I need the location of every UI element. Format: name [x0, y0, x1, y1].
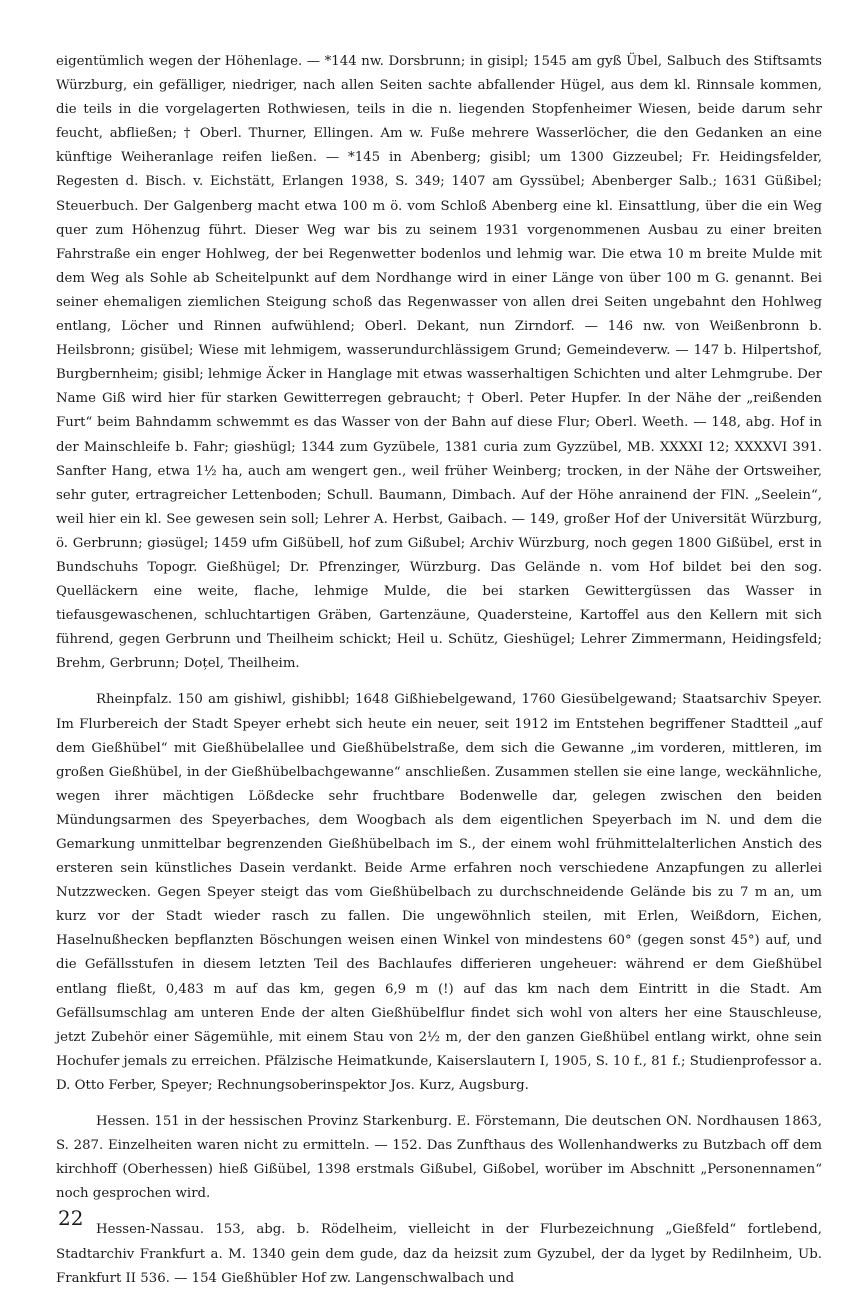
paragraph-hessen-nassau: Hessen-Nassau. 153, abg. b. Rödelheim, vielleicht in der Flurbezeichnung „Gießfeld“ fortlebend, Stadtarchiv Frankfurt a. M. 1340 gein dem gude, daz da heizsit zum Gyzubel, der da lyget by Redilnheim, Ub. Frankfurt II 536. — 154 Gießhübler Hof zw. Langenschwalbach und: [56, 1222, 822, 1286]
page-number: 22: [58, 1206, 84, 1230]
paragraph-rheinpfalz: Rheinpfalz. 150 am gi̇shiwl, gi̇shibbl; 1648 Gißhiebelgewand, 1760 Giesübelgewand; Staatsarchiv Speyer. Im Flurbereich der Stadt Speyer erhebt sich heute ein neuer, seit 1912 im Entstehen begriffener Stadtteil „auf dem Gießhübel“ mit Gießhübelallee und Gießhübelstraße, dem sich die Gewanne „im vorderen, mittleren, im großen Gießhübel, in der Gießhübelbachgewanne“ anschließen. Zusammen stellen sie eine lange, weckähnliche, wegen ihrer mächtigen Lößdecke sehr fruchtbare Bodenwelle dar, gelegen zwischen den beiden Mündungsarmen des Speyerbaches, dem Woogbach als dem eigentlichen Speyerbach im N. und dem die Gemarkung unmittelbar begrenzenden Gießhübelbach im S., der einem wohl frühmittelalterlichen Anstich des ersteren sein künstliches Dasein verdankt. Beide Arme erfahren noch verschiedene Anzapfungen zu allerlei Nutzzwecken. Gegen Speyer steigt das vom Gießhübelbach zu durchschneidende Gelände bis zu 7 m an, um kurz vor der Stadt wieder rasch zu fallen. Die ungewöhnlich steilen, mit Erlen, Weißdorn, Eichen, Haselnußhecken bepflanzten Böschungen weisen einen Winkel von mindestens 60° (gegen sonst 45°) auf, und die Gefällsstufen in diesem letzten Teil des Bachlaufes differieren ungeheuer: während er dem Gießhübel entlang fließt, 0,483 m auf das km, gegen 6,9 m (!) auf das km nach dem Eintritt in die Stadt. Am Gefällsumschlag am unteren Ende der alten Gießhübelflur findet sich wohl von alters her eine Stauschleuse, jetzt Zubehör einer Sägemühle, mit einem Stau von 2½ m, der den ganzen Gießhübel entlang wirkt, ohne sein Hochufer jemals zu erreichen. Pfälzische Heimatkunde, Kaiserslautern I, 1905, S. 10 f., 81 f.; Studienprofessor a. D. Otto Ferber, Speyer; Rechnungsoberinspektor Jos. Kurz, Augsburg.: [56, 692, 822, 1093]
paragraph-bavaria-continued: eigentümlich wegen der Höhenlage. — *144 nw. Dorsbrunn; in gi̇sipl; 1545 am gyß Übel, Salbuch des Stiftsamts Würzburg, ein gefälliger, niedriger, nach allen Seiten sachte abfallender Hügel, aus dem kl. Rinnsale kommen, die teils in die vorgelagerten Rothwiesen, teils in die n. liegenden Stopfenheimer Wiesen, beide darum sehr feucht, abfließen; † Oberl. Thurner, Ellingen. Am w. Fuße mehrere Wasserlöcher, die den Gedanken an eine künftige Weiheranlage reifen ließen. — *145 in Abenberg; gi̇sibl; um 1300 Gizzeubel; Fr. Heidingsfelder, Regesten d. Bisch. v. Eichstätt, Erlangen 1938, S. 349; 1407 am Gyssübel; Abenberger Salb.; 1631 Güßibel; Steuerbuch. Der Galgenberg macht etwa 100 m ö. vom Schloß Abenberg eine kl. Einsattlung, über die ein Weg quer zum Höhenzug führt. Dieser Weg war bis zu seinem 1931 vorgenommenen Ausbau zu einer breiten Fahrstraße ein enger Hohlweg, der bei Regenwetter bodenlos und lehmig war. Die etwa 10 m breite Mulde mit dem Weg als Sohle ab Scheitelpunkt auf dem Nordhange wird in einer Länge von über 100 m G. genannt. Bei seiner ehemaligen ziemlichen Steigung schoß das Regenwasser von allen drei Seiten ungebahnt den Hohlweg entlang, Löcher und Rinnen aufwühlend; Oberl. Dekant, nun Zirndorf. — 146 nw. von Weißenbronn b. Heilsbronn; gi̇sübel; Wiese mit lehmigem, wasserundurchlässigem Grund; Gemeindeverw. — 147 b. Hilpertshof, Burgbernheim; gi̇sibl; lehmige Äcker in Hanglage mit etwas wasserhaltigen Schichten und alter Lehmgrube. Der Name Giß wird hier für starken Gewitterregen gebraucht; † Oberl. Peter Hupfer. In der Nähe der „reißenden Furt“ beim Bahndamm schwemmt es das Wasser von der Bahn auf diese Flur; Oberl. Weeth. — 148, abg. Hof in der Mainschleife b. Fahr; gi̇əshügl; 1344 zum Gyzübele, 1381 curia zum Gyzzübel, MB. XXXXI 12; XXXXVI 391. Sanfter Hang, etwa 1½ ha, auch am wengert gen., weil früher Weinberg; trocken, in der Nähe der Ortsweiher, sehr guter, ertragreicher Lettenboden; Schull. Baumann, Dimbach. Auf der Höhe anrainend der FlN. „Seelein“, weil hier ein kl. See gewesen sein soll; Lehrer A. Herbst, Gaibach. — 149, großer Hof der Universität Würzburg, ö. Gerbrunn; giəsügel; 1459 ufm Gißübell, hof zum Gißubel; Archiv Würzburg, noch gegen 1800 Gißübel, erst in Bundschuhs Topogr. Gießhügel; Dr. Pfrenzinger, Würzburg. Das Gelände n. vom Hof bildet bei den sog. Quelläckern eine weite, flache, lehmige Mulde, die bei starken Gewittergüssen das Wasser in tiefausgewaschenen, schluchtartigen Gräben, Gartenzäune, Quadersteine, Kartoffel aus den Kellern mit sich führend, gegen Gerbrunn und Theilheim schickt; Heil u. Schütz, Gieshügel; Lehrer Zimmermann, Heidingsfeld; Brehm, Gerbrunn; Doțel, Theilheim.: [56, 54, 822, 672]
paragraph-hessen: Hessen. 151 in der hessischen Provinz Starkenburg. E. Förstemann, Die deutschen ON. Nordhausen 1863, S. 287. Einzelheiten waren nicht zu ermitteln. — 152. Das Zunfthaus des Wollenhandwerks zu Butzbach off dem kirchhoff (Oberhessen) hieß Gißübel, 1398 erstmals Gißubel, Gißobel, worüber im Abschnitt „Personennamen“ noch gesprochen wird.: [56, 1114, 822, 1202]
page-body: [56, 50, 822, 1291]
